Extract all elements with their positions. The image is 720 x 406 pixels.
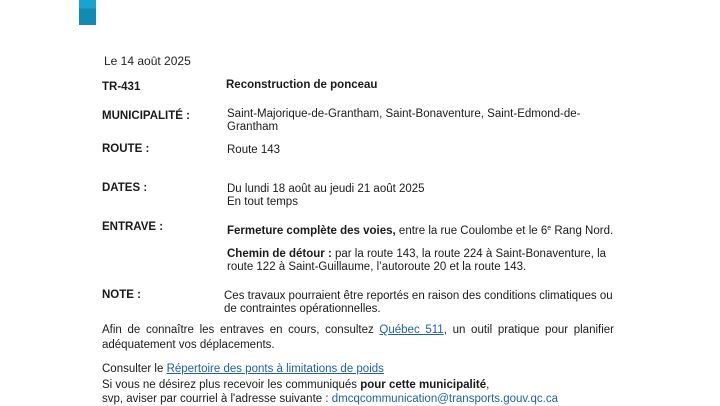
municipality-label: MUNICIPALITÉ : [102,110,190,122]
note-value [224,290,644,316]
note-line-1: Ces travaux pourraient être reportés en raison des conditions climatiques ou [224,290,613,302]
unsubscribe-paragraph [102,378,558,406]
project-title: Reconstruction de ponceau [226,79,378,91]
dates-label: DATES : [102,182,148,194]
detour-line-1: par la route 143, la route 224 à Saint-Bonaventure, la [331,248,607,260]
entrave-text-post: Rang Nord. [551,225,614,237]
info-paragraph [102,323,614,353]
contact-email-link[interactable]: dmcqcommunication@transports.gouv.qc.ca [331,393,558,405]
entrave-text-pre: entre la rue Coulombe et le 6 [395,225,548,237]
document-date: Le 14 août 2025 [104,54,191,65]
municipality-value [227,108,647,134]
route-value: Route 143 [227,144,281,156]
project-id: TR-431 [102,81,141,93]
note-label: NOTE : [102,289,141,301]
detour-value [227,248,647,274]
bridges-text-pre: Consulter le [102,363,167,375]
bridges-paragraph [102,362,384,377]
bridges-directory-link[interactable]: Répertoire des ponts à limitations de poids [166,363,384,375]
info-text-pre: Afin de connaître les entraves en cours, consultez [102,324,380,336]
dates-line-1: Du lundi 18 août au jeudi 21 août 2025 [227,183,425,195]
dates-value [227,183,627,209]
entrave-closure-bold: Fermeture complète des voies, [227,225,396,237]
unsub-text-post: , [486,379,490,391]
entrave-superscript: e [547,225,552,232]
municipality-line-1: Saint-Majorique-de-Grantham, Saint-Bonaventure, Saint-Edmond-de- [227,108,581,120]
dates-line-2: En tout temps [227,196,298,208]
entrave-value [227,222,647,238]
quebec-511-link[interactable]: Québec 511 [379,324,444,336]
detour-line-2: route 122 à Saint-Guillaume, l’autoroute 20 et la route 143. [227,261,527,273]
info-text-post: , un outil pratique pour planifier adéquatement vos déplacements. [102,324,615,351]
unsub-text-pre: Si vous ne désirez plus recevoir les communiqués [102,379,361,391]
contact-text-pre: svp, aviser par courriel à l'adresse suivante : [102,393,332,405]
route-label: ROUTE : [102,143,150,155]
entrave-label: ENTRAVE : [102,221,164,233]
detour-label: Chemin de détour : [227,248,332,260]
municipality-line-2: Grantham [227,121,279,133]
unsub-bold: pour cette municipalité [360,379,487,391]
note-line-2: de contraintes opérationnelles. [224,303,381,315]
ministry-logo-bar [79,0,96,25]
